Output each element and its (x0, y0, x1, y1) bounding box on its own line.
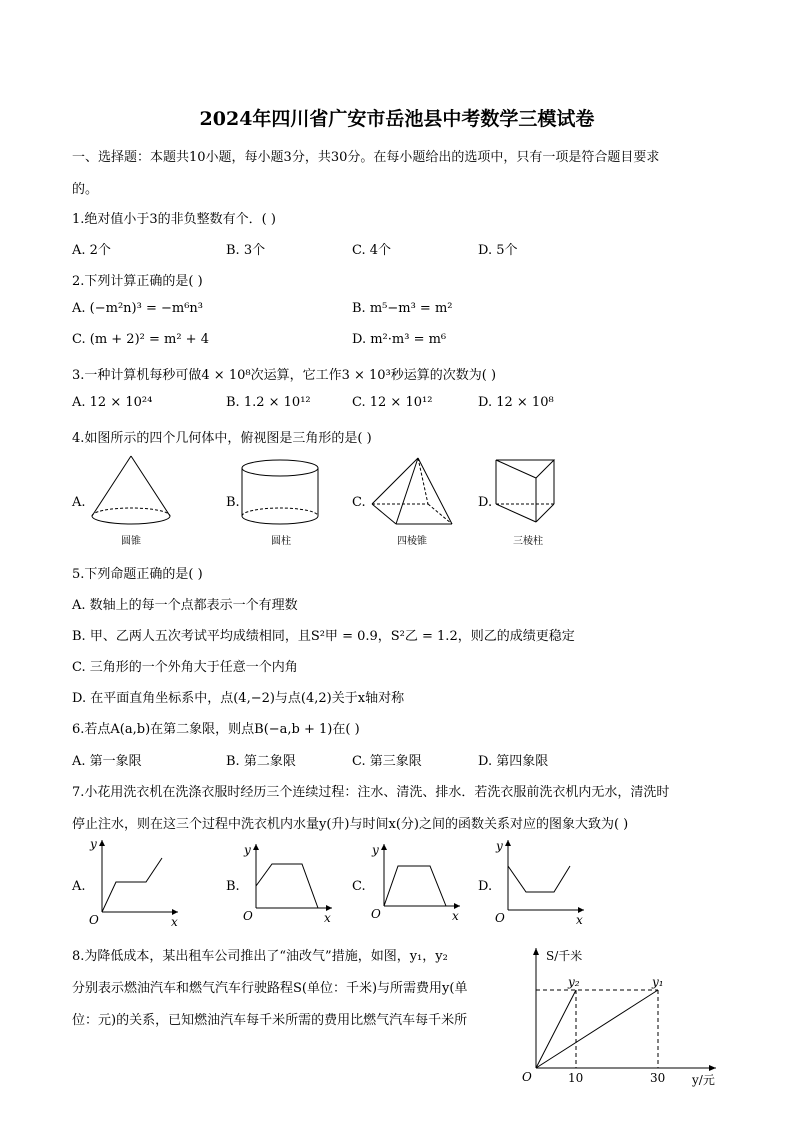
cylinder-caption: 圆柱 (271, 536, 291, 547)
q8-label-y2: y₂ (568, 975, 580, 989)
q7-graph-c-y-label: y (372, 843, 379, 857)
square-pyramid-figure (366, 454, 458, 530)
q7-graph-b-origin: O (243, 909, 253, 923)
q8-tick1: 10 (568, 1071, 584, 1085)
q7-graph-d (492, 836, 588, 926)
q2-option-a: A. (−m²n)³ = −m⁶n³ (72, 301, 203, 316)
q4-option-b: B. (226, 495, 240, 510)
cone-caption: 圆锥 (121, 536, 141, 547)
q1-option-b: B. 3个 (226, 243, 266, 258)
q2-option-b: B. m⁵−m³ = m² (352, 301, 453, 316)
q6-option-b: B. 第二象限 (226, 754, 296, 769)
q4-option-c: C. (352, 495, 366, 510)
q8-label-y1: y₁ (652, 975, 664, 989)
page-title: 2024年四川省广安市岳池县中考数学三模试卷 (199, 108, 595, 130)
q5-option-b: B. 甲、乙两人五次考试平均成绩相同，且S²甲 = 0.9，S²乙 = 1.2，则乙的成绩更稳定 (72, 629, 575, 644)
q8-tick2: 30 (650, 1071, 666, 1085)
q3-option-b: B. 1.2 × 10¹² (226, 395, 311, 410)
q8-stem-line3: 位：元)的关系，已知燃油汽车每千米所需的费用比燃气汽车每千米所 (72, 1013, 468, 1028)
cylinder-figure (238, 456, 324, 528)
q7-option-b: B. (226, 879, 240, 894)
q1-option-a: A. 2个 (72, 243, 111, 258)
q7-graph-b-y-label: y (244, 843, 251, 857)
q8-stem-line2: 分别表示燃油汽车和燃气汽车行驶路程S(单位：千米)与所需费用y(单 (72, 981, 468, 996)
q7-option-d: D. (478, 879, 493, 894)
q6-option-a: A. 第一象限 (72, 754, 142, 769)
q4-stem: 4.如图所示的四个几何体中，俯视图是三角形的是( ) (72, 431, 372, 446)
triangular-prism-caption: 三棱柱 (513, 536, 543, 547)
q2-option-d: D. m²·m³ = m⁶ (352, 332, 447, 347)
q1-option-d: D. 5个 (478, 243, 518, 258)
q7-graph-c (368, 840, 464, 926)
q2-option-c: C. (m + 2)² = m² + 4 (72, 332, 209, 347)
cone-figure (86, 452, 176, 530)
q7-graph-a-origin: O (89, 913, 99, 927)
q6-stem: 6.若点A(a,b)在第二象限，则点B(−a,b + 1)在( ) (72, 722, 360, 737)
q6-option-d: D. 第四象限 (478, 754, 549, 769)
q5-option-c: C. 三角形的一个外角大于任意一个内角 (72, 660, 298, 675)
q7-option-a: A. (72, 879, 86, 894)
q3-stem: 3.一种计算机每秒可做4 × 10⁸次运算，它工作3 × 10³秒运算的次数为( ) (72, 368, 497, 383)
q8-chart (512, 944, 724, 1090)
q8-ylabel: S/千米 (546, 949, 583, 963)
q3-option-c: C. 12 × 10¹² (352, 395, 433, 410)
q7-graph-b-x-label: x (324, 911, 331, 925)
q1-stem: 1.绝对值小于3的非负整数有个．( ) (72, 212, 276, 227)
q7-graph-c-x-label: x (452, 909, 459, 923)
square-pyramid-caption: 四棱锥 (397, 536, 427, 547)
q7-graph-d-origin: O (495, 911, 505, 925)
q7-graph-d-y-label: y (496, 839, 503, 853)
q2-stem: 2.下列计算正确的是( ) (72, 274, 203, 289)
q7-option-c: C. (352, 879, 366, 894)
triangular-prism-figure (492, 456, 558, 528)
q7-stem-line2: 停止注水，则在这三个过程中洗衣机内水量y(升)与时间x(分)之间的函数关系对应的图象大致为( ) (72, 817, 629, 832)
q3-option-a: A. 12 × 10²⁴ (72, 395, 153, 410)
q7-graph-a (86, 836, 182, 928)
q8-line-y1 (536, 990, 658, 1068)
section-instructions-line2: 的。 (72, 182, 99, 197)
q8-line-y2 (536, 990, 576, 1068)
q4-option-a: A. (72, 495, 86, 510)
q7-graph-c-origin: O (371, 907, 381, 921)
q7-graph-b (240, 840, 336, 926)
section-instructions-line1: 一、选择题：本题共10小题，每小题3分，共30分。在每小题给出的选项中，只有一项是符合题目要求 (72, 150, 660, 165)
q5-option-a: A. 数轴上的每一个点都表示一个有理数 (72, 598, 298, 613)
q6-option-c: C. 第三象限 (352, 754, 422, 769)
q7-stem-line1: 7.小花用洗衣机在洗涤衣服时经历三个连续过程：注水、清洗、排水．若洗衣服前洗衣机内无水，清洗时 (72, 785, 670, 800)
q8-xlabel: y/元 (692, 1073, 715, 1087)
q7-graph-d-x-label: x (576, 913, 583, 926)
q3-option-d: D. 12 × 10⁸ (478, 395, 554, 410)
q1-option-c: C. 4个 (352, 243, 392, 258)
q7-graph-a-x-label: x (171, 915, 178, 928)
q4-option-d: D. (478, 495, 493, 510)
q8-origin: O (522, 1070, 532, 1084)
q5-stem: 5.下列命题正确的是( ) (72, 567, 203, 582)
q7-graph-a-y-label: y (90, 837, 97, 851)
q8-stem-line1: 8.为降低成本，某出租车公司推出了“油改气”措施，如图，y₁，y₂ (72, 949, 448, 964)
q5-option-d: D. 在平面直角坐标系中，点(4,−2)与点(4,2)关于x轴对称 (72, 691, 405, 706)
